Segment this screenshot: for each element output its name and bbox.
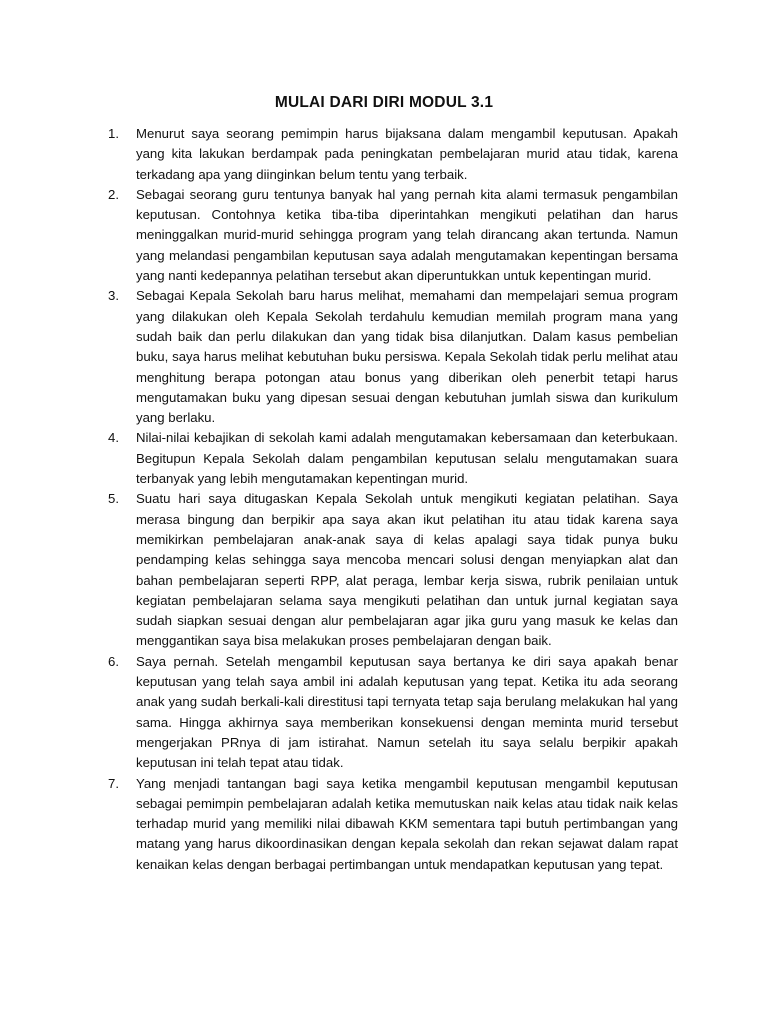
item-text: Sebagai Kepala Sekolah baru harus melihat, memahami dan mempelajari semua program yang dilakukan oleh Kepala Sekolah terdahulu kemudian memilah program mana yang sudah baik dan perlu dilakukan dan yang tidak bisa dilanjutkan. Dalam kasus pembelian buku, saya harus melihat kebutuhan buku persiswa. Kepala Sekolah tidak perlu melihat atau menghitung berapa potongan atau bonus yang diberikan oleh penerbit tetapi harus mengutamakan buku yang dipesan sesuai dengan kebutuhan jumlah siswa dan kurikulum yang berlaku. bbox=[136, 288, 678, 426]
item-text: Suatu hari saya ditugaskan Kepala Sekolah untuk mengikuti kegiatan pelatihan. Saya merasa bingung dan berpikir apa saya akan ikut pelatihan itu atau tidak karena saya memikirkan pembelajaran anak-anak saya di kelas apalagi saya tidak punya buku pendamping kelas sehingga saya mencoba mencari solusi dengan menyiapkan alat dan bahan pembelajaran seperti RPP, alat peraga, lembar kerja siswa, rubrik penilaian untuk kegiatan pembelajaran selama saya mengikuti pelatihan dan untuk jurnal kegiatan saya sudah siapkan sesuai dengan alur pembelajaran agar jika guru yang masuk ke kelas dan menggantikan saya bisa melakukan proses pembelajaran dengan baik. bbox=[136, 491, 678, 649]
item-number: 4. bbox=[108, 430, 119, 446]
item-text: Saya pernah. Setelah mengambil keputusan saya bertanya ke diri saya apakah benar keputusan yang telah saya ambil ini adalah keputusan yang tepat. Ketika itu ada seorang anak yang sudah berkali-kali direstitusi tapi ternyata tetap saja berulang melakukan hal yang sama. Hingga akhirnya saya memberikan konsekuensi dengan meminta murid tersebut mengerjakan PRnya di jam istirahat. Namun setelah itu saya selalu berpikir apakah keputusan ini telah tepat atau tidak. bbox=[136, 653, 678, 771]
list-item-1 bbox=[108, 124, 678, 185]
list-item-4 bbox=[108, 428, 678, 489]
item-number: 2. bbox=[108, 186, 119, 202]
item-text: Menurut saya seorang pemimpin harus bijaksana dalam mengambil keputusan. Apakah yang kita lakukan berdampak pada peningkatan pembelajaran murid atau tidak, karena terkadang apa yang diinginkan belum tentu yang terbaik. bbox=[136, 126, 678, 182]
item-text: Sebagai seorang guru tentunya banyak hal yang pernah kita alami termasuk pengambilan keputusan. Contohnya ketika tiba-tiba diperintahkan mengikuti pelatihan dan harus meninggalkan murid-murid sehingga program yang telah dirancang akan tertunda. Namun yang melandasi pengambilan keputusan saya adalah mengutamakan kepentingan bersama yang nanti kedepannya pelatihan tersebut akan diperuntukkan untuk kepentingan murid. bbox=[136, 186, 678, 284]
list-item-5 bbox=[108, 489, 678, 651]
item-text: Nilai-nilai kebajikan di sekolah kami adalah mengutamakan kebersamaan dan keterbukaan. Begitupun Kepala Sekolah dalam pengambilan keputusan selalu mengutamakan suara terbanyak yang lebih mengutamakan kepentingan murid. bbox=[136, 430, 678, 487]
item-number: 6. bbox=[108, 653, 119, 669]
item-number: 1. bbox=[108, 126, 119, 141]
item-number: 3. bbox=[108, 288, 119, 304]
list-item-7 bbox=[108, 774, 678, 875]
item-number: 7. bbox=[108, 775, 119, 791]
list-item-2 bbox=[108, 185, 678, 286]
item-number: 5. bbox=[108, 491, 119, 507]
item-text: Yang menjadi tantangan bagi saya ketika mengambil keputusan mengambil keputusan sebagai pemimpin pembelajaran adalah ketika memutuskan naik kelas atau tidak naik kelas terhadap murid yang memiliki nilai dibawah KKM sementara tapi butuh pertimbangan yang matang yang harus dikoordinasikan dengan kepala sekolah dan rekan sejawat dalam rapat kenaikan kelas dengan berbagai pertimbangan untuk mendapatkan keputusan yang tepat. bbox=[136, 775, 678, 872]
document-title: MULAI DARI DIRI MODUL 3.1 bbox=[274, 94, 494, 111]
list-item-6 bbox=[108, 652, 678, 774]
list-item-3 bbox=[108, 286, 678, 428]
reflection-list bbox=[108, 124, 678, 875]
